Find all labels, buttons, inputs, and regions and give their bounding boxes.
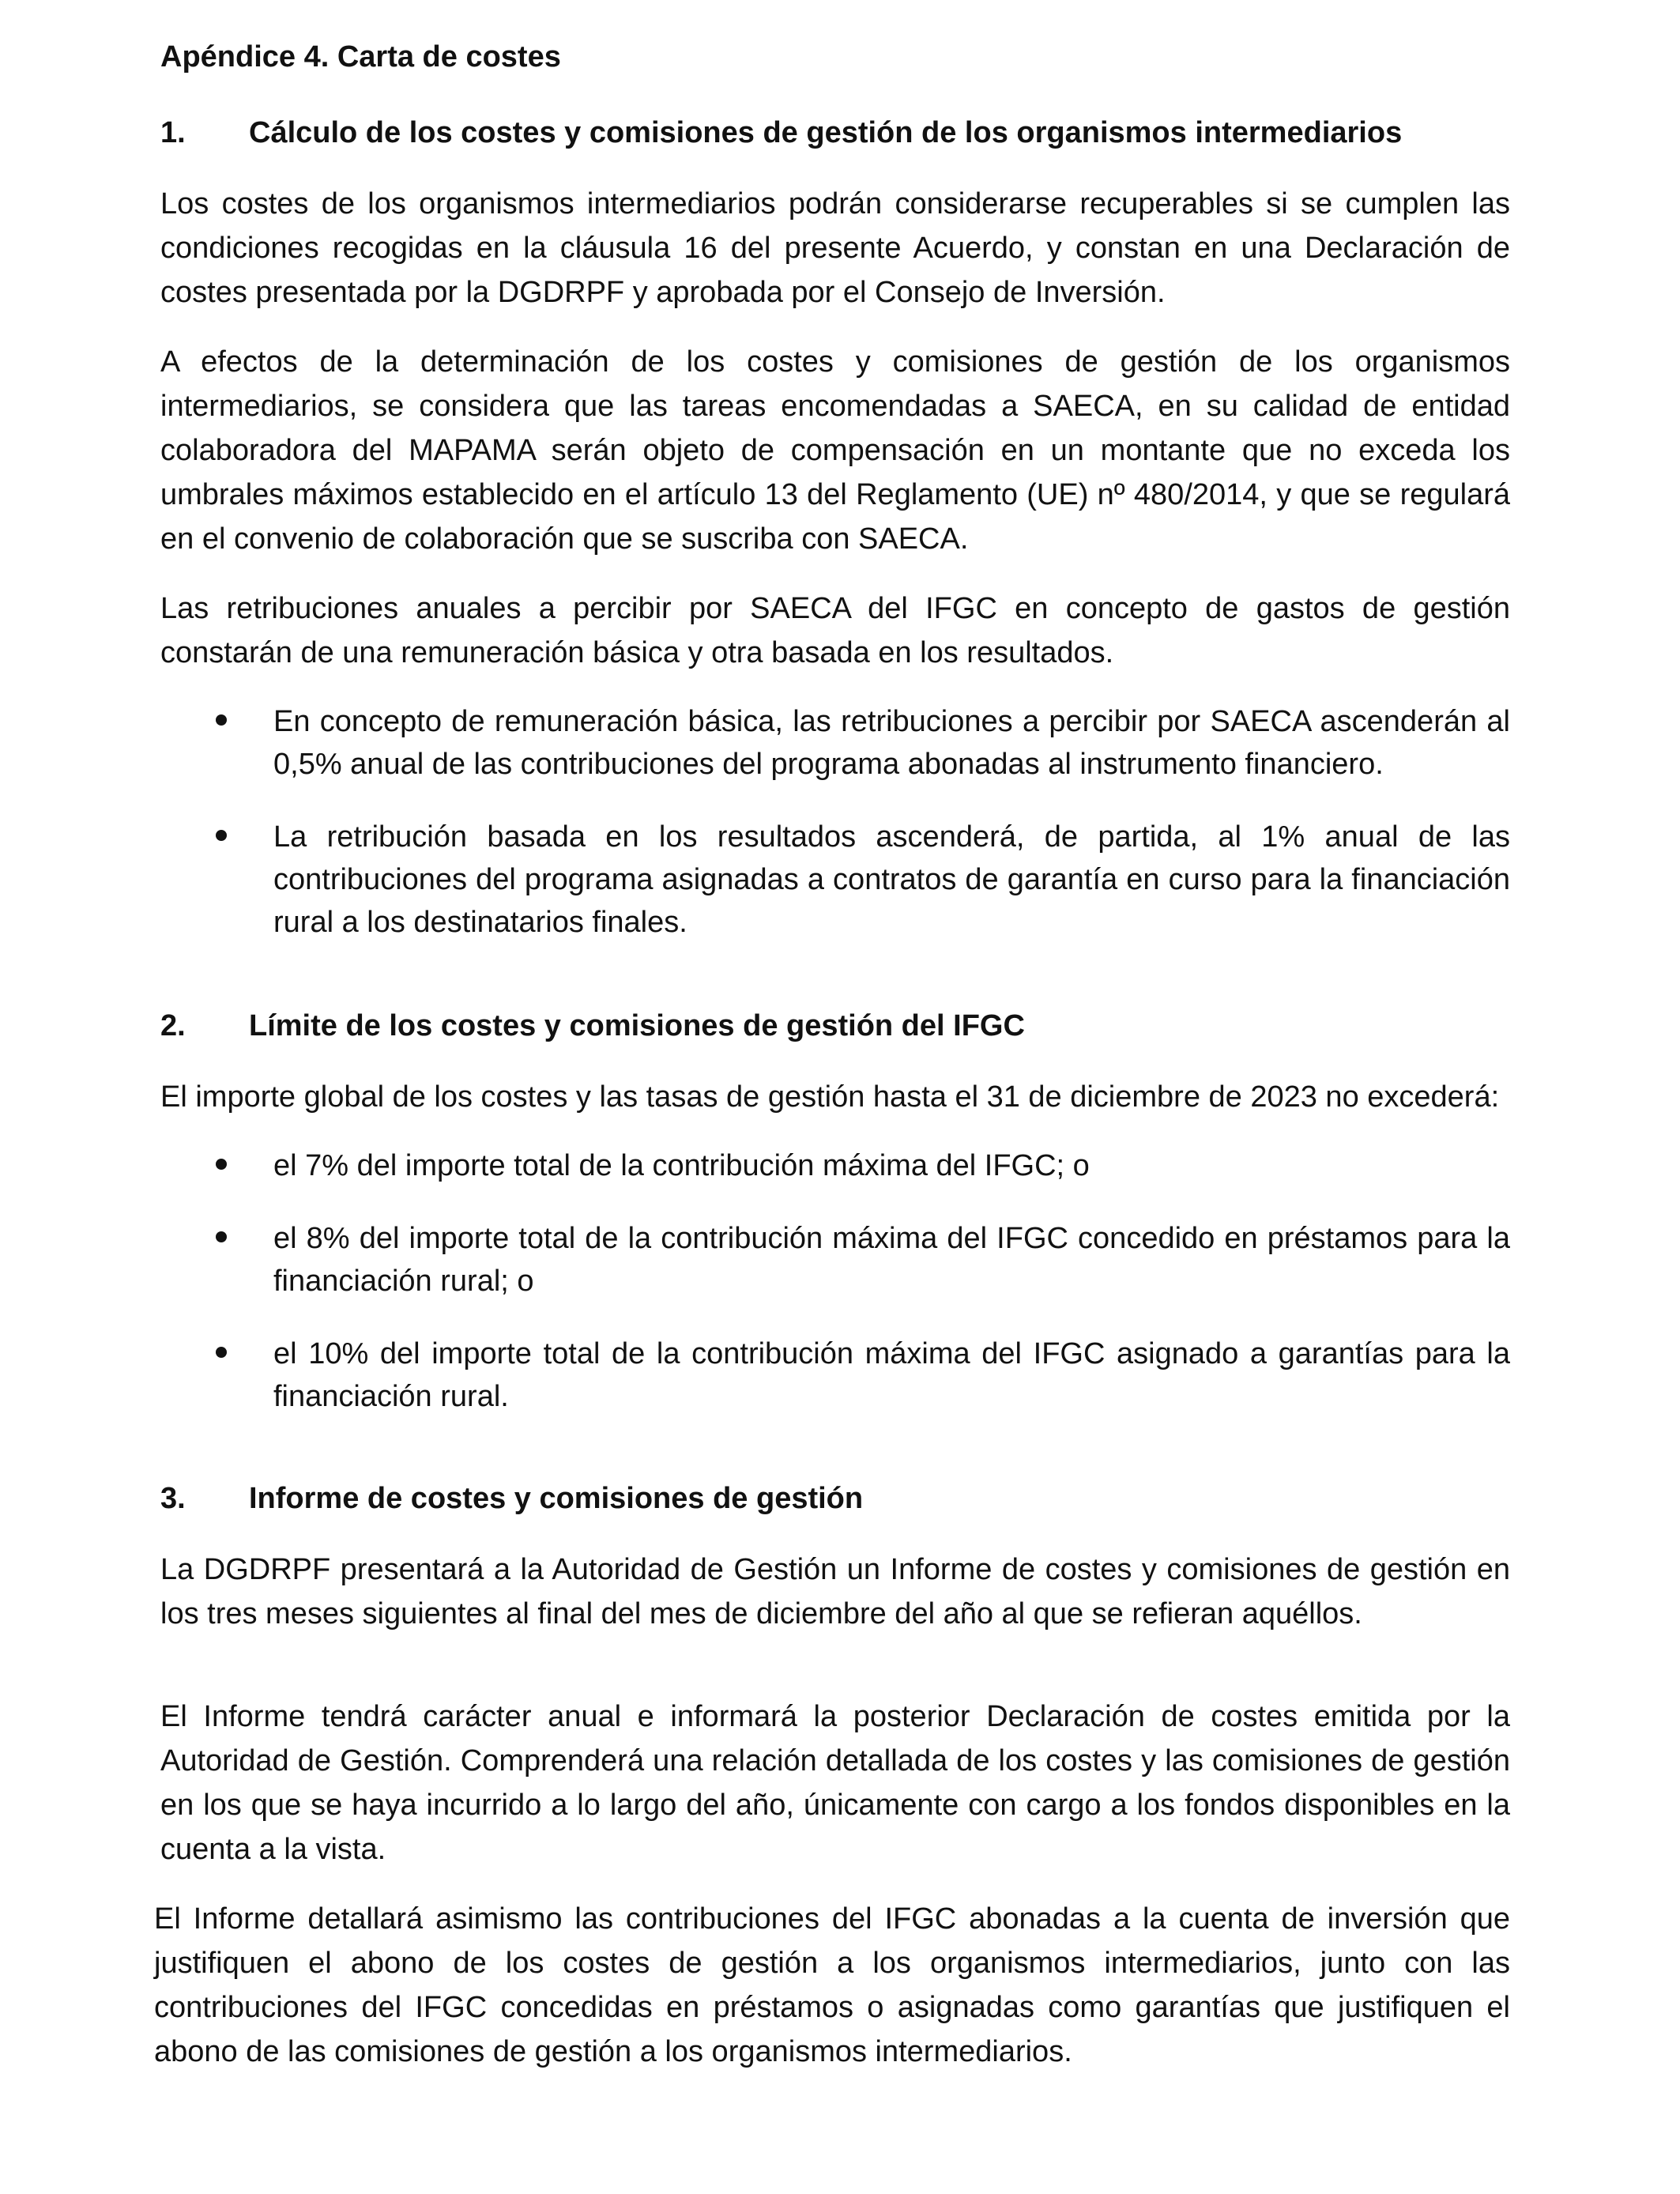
- section-1-number: 1.: [160, 116, 186, 149]
- section-2-number: 2.: [160, 1009, 186, 1042]
- bullet-icon: [216, 1231, 227, 1242]
- section-2-title: Límite de los costes y comisiones de gestión del IFGC: [249, 1009, 1025, 1042]
- document-body: [154, 33, 1510, 2099]
- section-3-paragraph-3: El Informe detallará asimismo las contribuciones del IFGC abonadas a la cuenta de inversión que justifiquen el abono de los costes de gestión a los organismos intermediarios, junto con las contribuciones del IFGC concedidas en préstamos o asignadas como garantías que justifiquen el abono de las comisiones de gestión a los organismos intermediarios.: [154, 1902, 1510, 2068]
- section-1-title: Cálculo de los costes y comisiones de gestión de los organismos intermediarios: [249, 116, 1403, 149]
- section-3-heading: [160, 1475, 1510, 1522]
- section-2-paragraph-1: El importe global de los costes y las tasas de gestión hasta el 31 de diciembre de 2023 no excederá:: [160, 1080, 1500, 1114]
- list-item: [160, 816, 1510, 944]
- bullet-icon: [216, 830, 227, 841]
- list-item-text: el 7% del importe total de la contribución máxima del IFGC; o: [273, 1149, 1090, 1182]
- section-1-paragraph-3: Las retribuciones anuales a percibir por SAECA del IFGC en concepto de gastos de gestión constarán de una remuneración básica y otra basada en los resultados.: [160, 592, 1510, 669]
- section-1-heading: [160, 109, 1510, 156]
- bullet-icon: [216, 1347, 227, 1358]
- list-item: [160, 1217, 1510, 1302]
- section-3-paragraph-2: El Informe tendrá carácter anual e informará la posterior Declaración de costes emitida por la Autoridad de Gestión. Comprenderá una relación detallada de los costes y las comisiones de gestión en los que se haya incurrido a lo largo del año, únicamente con cargo a los fondos disponibles en la cuenta a la vista.: [160, 1700, 1510, 1866]
- list-item: [160, 1333, 1510, 1418]
- list-item-text: La retribución basada en los resultados ascenderá, de partida, al 1% anual de las contribuciones del programa asignadas a contratos de garantía en curso para la financiación rural a los destinatarios finales.: [273, 820, 1510, 939]
- section-3-number: 3.: [160, 1482, 186, 1515]
- section-1-bullet-list: [160, 700, 1510, 944]
- section-1-paragraph-2: A efectos de la determinación de los costes y comisiones de gestión de los organismos intermediarios, se considera que las tareas encomendadas a SAECA, en su calidad de entidad colaboradora del MAPAMA serán objeto de compensación en un montante que no exceda los umbrales máximos establecido en el artículo 13 del Reglamento (UE) nº 480/2014, y que se regulará en el convenio de colaboración que se suscriba con SAECA.: [160, 345, 1510, 556]
- section-2-heading: [160, 1002, 1510, 1050]
- list-item-text: En concepto de remuneración básica, las retribuciones a percibir por SAECA ascenderán al 0,5% anual de las contribuciones del programa abonadas al instrumento financiero.: [273, 705, 1510, 781]
- section-1-paragraph-1: Los costes de los organismos intermediarios podrán considerarse recuperables si se cumplen las condiciones recogidas en la cláusula 16 del presente Acuerdo, y constan en una Declaración de costes presentada por la DGDRPF y aprobada por el Consejo de Inversión.: [160, 187, 1510, 309]
- section-2-bullet-list: [160, 1144, 1510, 1418]
- page-title: Apéndice 4. Carta de costes: [160, 40, 561, 74]
- bullet-icon: [216, 714, 227, 726]
- section-3-paragraph-1: La DGDRPF presentará a la Autoridad de Gestión un Informe de costes y comisiones de gestión en los tres meses siguientes al final del mes de diciembre del año al que se refieran aquéllos.: [160, 1553, 1510, 1630]
- section-3-title: Informe de costes y comisiones de gestión: [249, 1482, 864, 1515]
- list-item: [160, 700, 1510, 786]
- bullet-icon: [216, 1159, 227, 1170]
- list-item: [160, 1144, 1510, 1187]
- list-item-text: el 8% del importe total de la contribución máxima del IFGC concedido en préstamos para la financiación rural; o: [273, 1222, 1510, 1298]
- list-item-text: el 10% del importe total de la contribución máxima del IFGC asignado a garantías para la financiación rural.: [273, 1337, 1510, 1413]
